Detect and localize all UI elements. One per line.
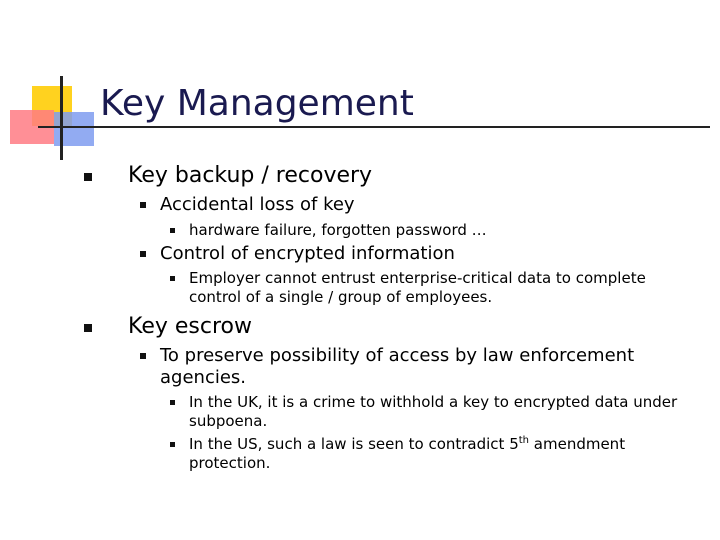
title-underline	[38, 126, 710, 128]
square-bullet-icon	[140, 251, 146, 257]
square-bullet-icon	[84, 324, 92, 332]
bullet-text-part: In the US, such a law is seen to contradict 5	[189, 435, 519, 453]
bullet-text: To preserve possibility of access by law enforcement agencies.	[160, 345, 635, 388]
bullet-text: Key escrow	[128, 314, 252, 339]
bullet-text-part: amendment protection.	[189, 435, 626, 472]
bullet-text: hardware failure, forgotten password …	[189, 221, 487, 239]
bullet-text	[189, 435, 679, 473]
square-bullet-icon	[84, 173, 92, 181]
square-bullet-icon	[170, 276, 175, 281]
square-bullet-icon	[170, 228, 175, 233]
slide-title: Key Management	[100, 83, 414, 124]
square-bullet-icon	[140, 353, 146, 359]
square-bullet-icon	[170, 442, 175, 447]
bullet-text: Accidental loss of key	[160, 194, 355, 215]
square-bullet-icon	[170, 400, 175, 405]
bullet-text: Key backup / recovery	[128, 163, 373, 188]
bullet-text: Control of encrypted information	[160, 243, 455, 264]
square-bullet-icon	[140, 202, 146, 208]
bullet-text: In the UK, it is a crime to withhold a key to encrypted data under subpoena.	[189, 393, 678, 430]
ordinal-superscript: th	[518, 435, 530, 446]
logo-vertical-line	[60, 76, 63, 160]
bullet-text: Employer cannot entrust enterprise-critical data to complete control of a single / group of employees.	[189, 269, 646, 306]
